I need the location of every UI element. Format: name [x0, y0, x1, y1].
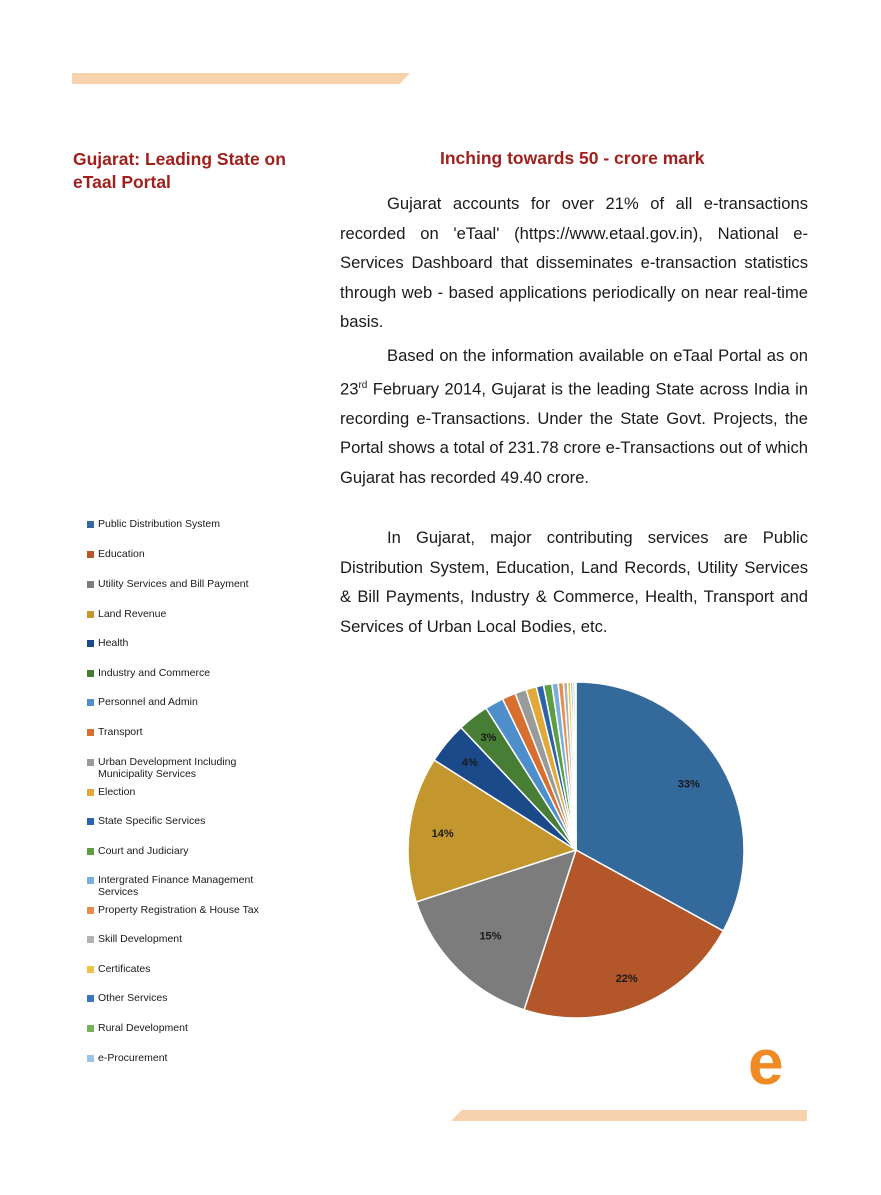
legend-item: [87, 815, 205, 827]
side-title: Gujarat: Leading State on eTaal Portal: [73, 149, 286, 192]
legend-label: Public Distribution System: [98, 518, 220, 530]
services-pie-chart: [400, 664, 760, 1034]
pie-data-label: 22%: [615, 973, 638, 986]
legend-swatch: [87, 848, 94, 855]
legend-item: [87, 874, 283, 898]
legend-swatch: [87, 729, 94, 736]
paragraph-text-part: Based on the information available on eTaal Portal as on 23: [340, 346, 808, 399]
legend-label: Skill Development: [98, 933, 183, 945]
legend-item: [87, 756, 283, 780]
legend-swatch: [87, 670, 94, 677]
legend-swatch: [87, 551, 94, 558]
legend-label: e-Procurement: [98, 1052, 168, 1064]
legend-swatch: [87, 1055, 94, 1062]
e-logo: e: [748, 1026, 784, 1098]
paragraph-text-part: February 2014, Gujarat is the leading State across India in recording e-Transactions. Under the State Govt. Projects, the Portal shows a total of 231.78 crore e-Transactions out of which Gujarat has recorded 49.40 crore.: [340, 379, 808, 487]
legend-swatch: [87, 640, 94, 647]
top-decorative-band: [72, 73, 410, 84]
legend-swatch: [87, 936, 94, 943]
pie-data-label: 33%: [677, 778, 700, 791]
legend-label: Health: [98, 637, 129, 649]
legend-label: Education: [98, 548, 145, 560]
legend-item: [87, 904, 259, 916]
legend-item: [87, 1052, 167, 1064]
legend-item: [87, 637, 128, 649]
legend-swatch: [87, 611, 94, 618]
legend-item: [87, 1022, 188, 1034]
legend-swatch: [87, 521, 94, 528]
legend-swatch: [87, 995, 94, 1002]
legend-label: Intergrated Finance Management Services: [98, 874, 254, 898]
section-heading: Inching towards 50 - crore mark: [440, 148, 705, 168]
legend-label: Court and Judiciary: [98, 845, 189, 857]
date-ordinal-suffix: rd: [358, 379, 368, 391]
legend-label: Industry and Commerce: [98, 667, 211, 679]
legend-label: Other Services: [98, 992, 168, 1004]
legend-item: [87, 518, 220, 530]
legend-label: State Specific Services: [98, 815, 206, 827]
legend-label: Certificates: [98, 963, 151, 975]
legend-label: Utility Services and Bill Payment: [98, 578, 249, 590]
legend-label: Land Revenue: [98, 608, 167, 620]
legend-swatch: [87, 789, 94, 796]
legend-swatch: [87, 877, 94, 884]
pie-slice: [575, 682, 576, 850]
legend-label: Election: [98, 786, 136, 798]
legend-swatch: [87, 907, 94, 914]
pie-data-label: 3%: [480, 732, 497, 745]
legend-item: [87, 963, 151, 975]
bottom-decorative-band: [451, 1110, 807, 1121]
legend-item: [87, 992, 167, 1004]
paragraph-etaal-share: Gujarat accounts for over 21% of all e-transactions recorded on 'eTaal' (https://www.etaal.gov.in), National e-Services Dashboard that disseminates e-transaction statistics through web - based applications periodically on near real-time basis.: [340, 194, 808, 331]
legend-swatch: [87, 699, 94, 706]
legend-swatch: [87, 818, 94, 825]
legend-label: Urban Development Including Municipality Services: [98, 756, 237, 780]
legend-label: Property Registration & House Tax: [98, 904, 259, 916]
pie-data-label: 4%: [461, 757, 478, 770]
legend-swatch: [87, 1025, 94, 1032]
legend-item: [87, 578, 249, 590]
legend-label: Transport: [98, 726, 143, 738]
legend-item: [87, 696, 198, 708]
legend-item: [87, 933, 182, 945]
legend-label: Rural Development: [98, 1022, 188, 1034]
legend-swatch: [87, 966, 94, 973]
legend-item: [87, 608, 166, 620]
legend-item: [87, 786, 135, 798]
legend-label: Personnel and Admin: [98, 696, 198, 708]
pie-data-label: 14%: [431, 828, 454, 841]
legend-item: [87, 548, 145, 560]
paragraph-leading-state: [340, 341, 808, 492]
legend-item: [87, 726, 143, 738]
legend-swatch: [87, 581, 94, 588]
legend-item: [87, 845, 188, 857]
paragraph-major-services: In Gujarat, major contributing services are Public Distribution System, Education, Land Records, Utility Services & Bill Payments, Industry & Commerce, Health, Transport and Services of Urban Local Bodies, etc.: [340, 528, 808, 636]
legend-item: [87, 667, 210, 679]
legend-swatch: [87, 759, 94, 766]
pie-data-label: 15%: [479, 930, 502, 943]
